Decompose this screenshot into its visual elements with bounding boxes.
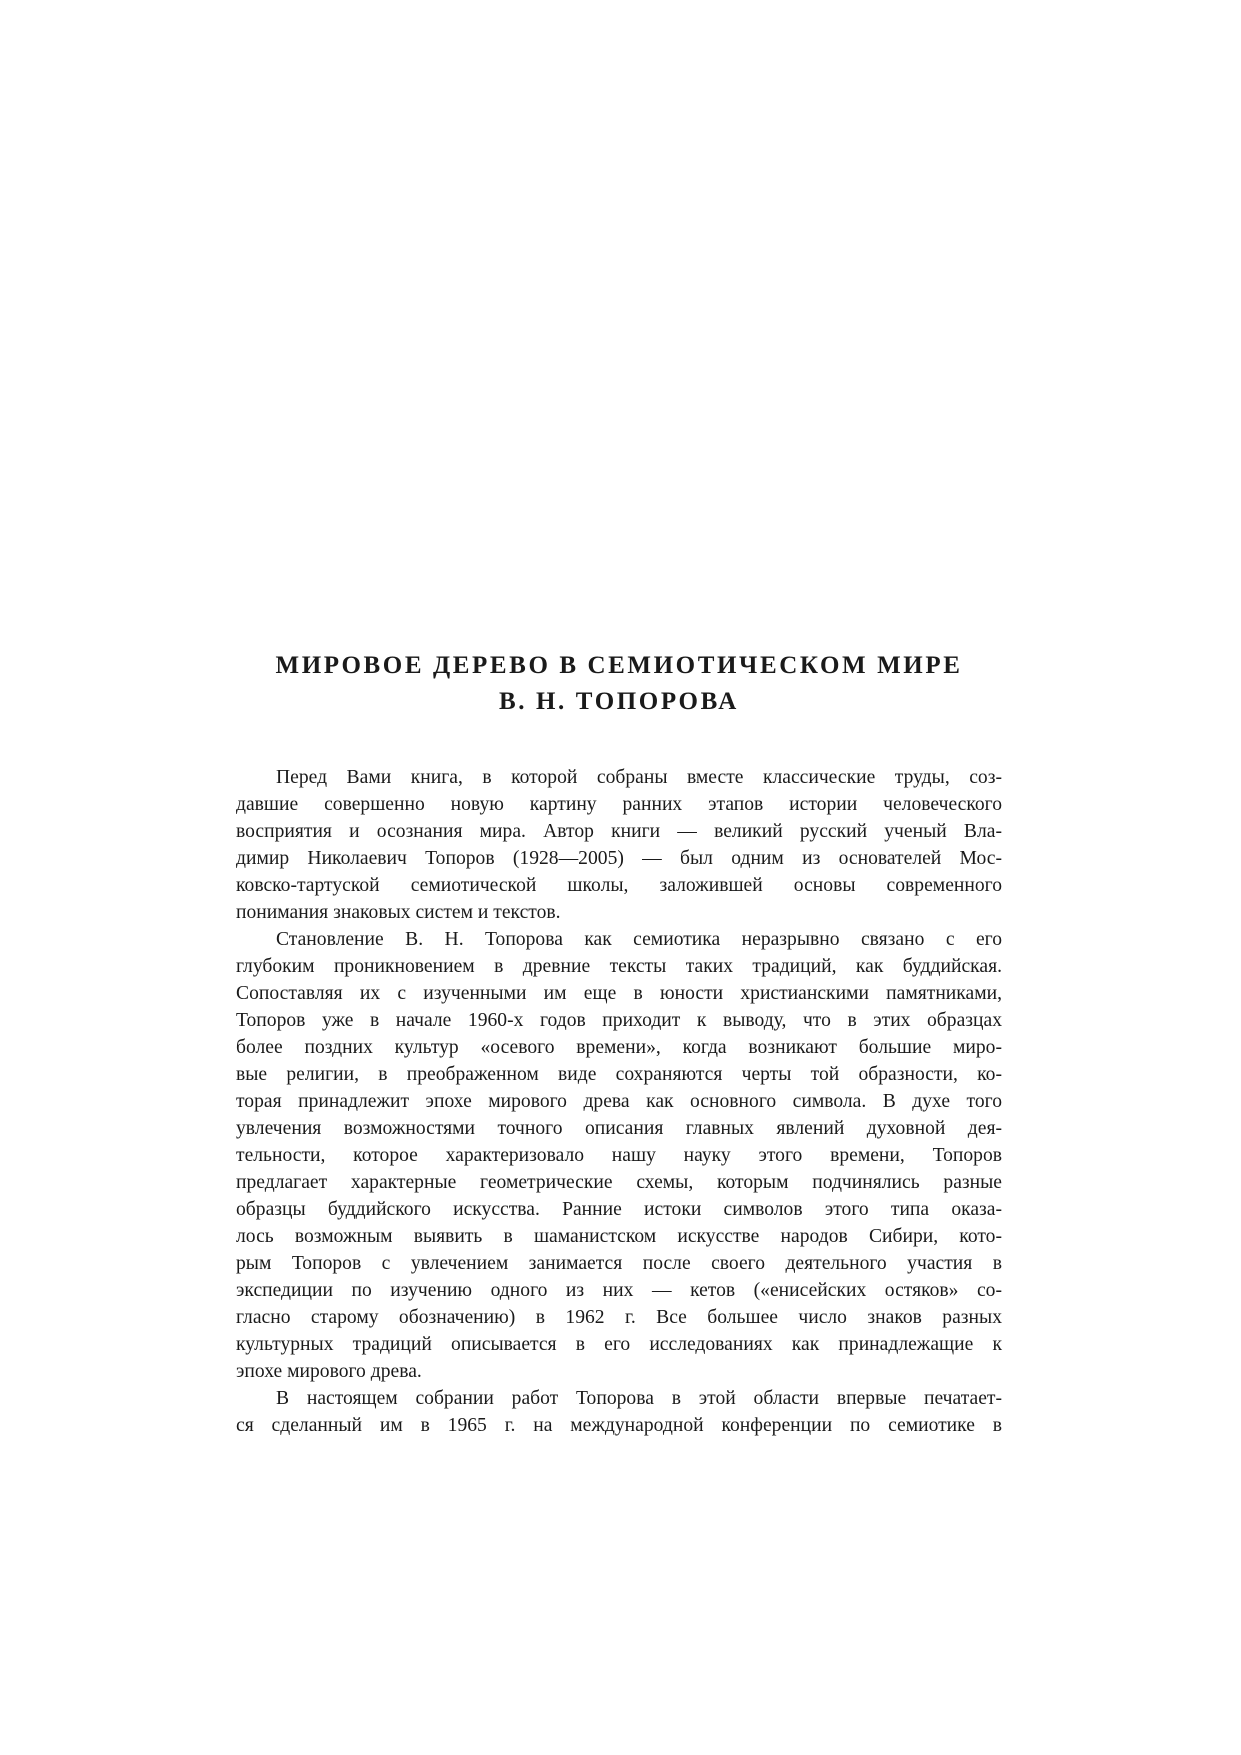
text-line: давшие совершенно новую картину ранних этапов истории человеческого xyxy=(236,794,1002,815)
text-line: глубоким проникновением в древние тексты таких традиций, как буддийская. xyxy=(236,956,1002,977)
text-line: Сопоставляя их с изученными им еще в юности христианскими памятниками, xyxy=(236,983,1002,1004)
text-line: культурных традиций описывается в его исследованиях как принадлежащие к xyxy=(236,1334,1002,1355)
text-line: В настоящем собрании работ Топорова в этой области впервые печатает- xyxy=(276,1388,1002,1409)
text-line: тельности, которое характеризовало нашу науку этого времени, Топоров xyxy=(236,1145,1002,1166)
text-line: ковско-тартуской семиотической школы, заложившей основы современного xyxy=(236,875,1002,896)
paragraph-3 xyxy=(236,1385,1002,1439)
text-line: Топоров уже в начале 1960-х годов приходит к выводу, что в этих образцах xyxy=(236,1010,1002,1031)
chapter-title-line-1: МИРОВОЕ ДЕРЕВО В СЕМИОТИЧЕСКОМ МИРЕ xyxy=(275,652,963,679)
text-line: восприятия и осознания мира. Автор книги — великий русский ученый Вла- xyxy=(236,821,1002,842)
text-line: образцы буддийского искусства. Ранние истоки символов этого типа оказа- xyxy=(236,1199,1002,1220)
body-text xyxy=(236,764,1002,1439)
text-line: эпохе мирового древа. xyxy=(236,1361,422,1382)
text-line: вые религии, в преображенном виде сохраняются черты той образности, ко- xyxy=(236,1064,1002,1085)
text-line: экспедиции по изучению одного из них — кетов («енисейских остяков» со- xyxy=(236,1280,1002,1301)
text-line: предлагает характерные геометрические схемы, которым подчинялись разные xyxy=(236,1172,1002,1193)
text-line: понимания знаковых систем и текстов. xyxy=(236,902,561,923)
chapter-title xyxy=(236,648,1002,720)
paragraph-2 xyxy=(236,926,1002,1385)
text-line: более поздних культур «осевого времени», когда возникают большие миро- xyxy=(236,1037,1002,1058)
paragraph-1 xyxy=(236,764,1002,926)
text-line: димир Николаевич Топоров (1928—2005) — был одним из основателей Мос- xyxy=(236,848,1002,869)
text-line: рым Топоров с увлечением занимается после своего деятельного участия в xyxy=(236,1253,1002,1274)
text-line: увлечения возможностями точного описания главных явлений духовной дея- xyxy=(236,1118,1002,1139)
text-line: торая принадлежит эпохе мирового древа как основного символа. В духе того xyxy=(236,1091,1002,1112)
text-line: Перед Вами книга, в которой собраны вместе классические труды, соз- xyxy=(276,767,1002,788)
text-line: ся сделанный им в 1965 г. на международной конференции по семиотике в xyxy=(236,1415,1002,1436)
text-line: лось возможным выявить в шаманистском искусстве народов Сибири, кото- xyxy=(236,1226,1002,1247)
text-line: гласно старому обозначению) в 1962 г. Все большее число знаков разных xyxy=(236,1307,1002,1328)
text-line: Становление В. Н. Топорова как семиотика неразрывно связано с его xyxy=(276,929,1002,950)
chapter-title-line-2: В. Н. ТОПОРОВА xyxy=(499,688,739,715)
